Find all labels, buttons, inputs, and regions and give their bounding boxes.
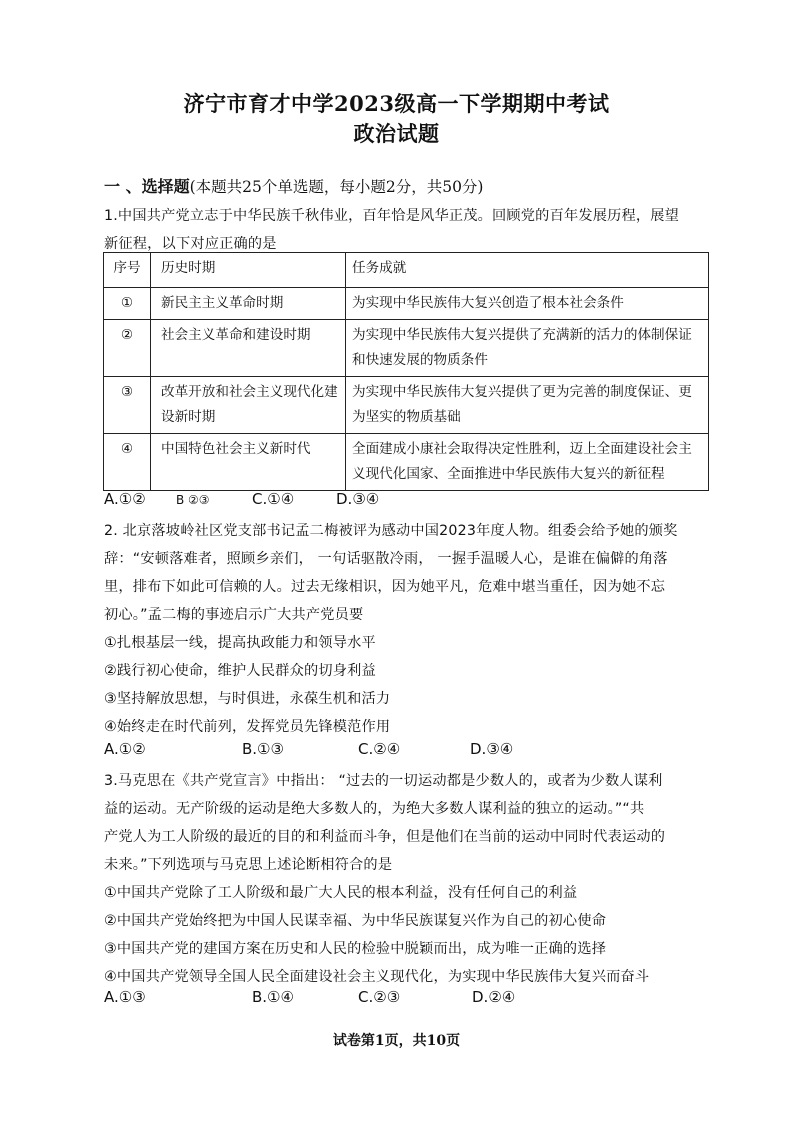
q3-choice: ②中国共产党始终把为中国人民谋幸福、为中华民族谋复兴作为自己的初心使命 (104, 913, 607, 929)
option-d[interactable]: D.②④ (472, 988, 516, 1006)
row-achievement: 为实现中华民族伟大复兴提供了更为完善的制度保证、更为坚实的物质基础 (346, 377, 709, 434)
option-b[interactable]: B.①④ (252, 988, 294, 1006)
table-row (104, 288, 709, 320)
q3-options (104, 988, 515, 1006)
section-note: (本题共25个单选题，每小题2分，共50分) (189, 178, 484, 196)
row-achievement: 为实现中华民族伟大复兴提供了充满新的活力的体制保证和快速发展的物质条件 (346, 320, 709, 377)
q2-options (104, 740, 513, 758)
section-heading (104, 174, 483, 197)
page-number: 试卷第1页，共10页 (332, 1033, 461, 1049)
q2-line: 里，排布下如此可信赖的人。过去无缘相识，因为她平凡，危难中堪当重任，因为她不忘 (104, 579, 666, 595)
row-period: 新民主主义革命时期 (151, 288, 346, 320)
option-c[interactable]: C.②③ (358, 988, 401, 1006)
exam-subject: 政治试题 (353, 121, 440, 146)
history-table (103, 252, 709, 491)
q3-line: 3.马克思在《共产党宣言》中指出： “过去的一切运动都是少数人的，或者为少数人谋利 (104, 773, 663, 789)
q2-line: 辞：“安顿落难者，照顾乡亲们， 一句话驱散冷雨， 一握手温暖人心，是谁在偏僻的角落 (104, 551, 668, 567)
q3-choice: ①中国共产党除了工人阶级和最广大人民的根本利益，没有任何自己的利益 (104, 885, 578, 901)
q3-line: 益的运动。无产阶级的运动是绝大多数人的，为绝大多数人谋利益的独立的运动。”“共 (104, 801, 645, 817)
row-number: ② (104, 320, 151, 377)
option-a[interactable]: A.①② (104, 490, 146, 508)
q1-stem-line: 新征程，以下对应正确的是 (104, 236, 277, 252)
option-b[interactable]: B.①③ (242, 740, 284, 758)
row-period: 改革开放和社会主义现代化建设新时期 (151, 377, 346, 434)
q2-choice: ③坚持解放思想，与时俱进，永葆生机和活力 (104, 691, 391, 707)
option-d[interactable]: D.③④ (336, 490, 380, 508)
q3-line: 产党人为工人阶级的最近的目的和利益而斗争，但是他们在当前的运动中同时代表运动的 (104, 829, 666, 845)
q3-choice: ③中国共产党的建国方案在历史和人民的检验中脱颖而出，成为唯一正确的选择 (104, 941, 607, 957)
row-period: 中国特色社会主义新时代 (151, 434, 346, 491)
q3-line: 未来。”下列选项与马克思上述论断相符合的是 (104, 857, 393, 873)
q1-options (104, 490, 379, 508)
table-header: 序号 (104, 253, 151, 288)
option-c[interactable]: C.①④ (252, 490, 295, 508)
q2-choice: ④始终走在时代前列，发挥党员先锋模范作用 (104, 719, 391, 735)
q2-choice: ①扎根基层一线，提高执政能力和领导水平 (104, 635, 376, 651)
table-header: 任务成就 (346, 253, 709, 288)
table-row (104, 320, 709, 377)
option-a[interactable]: A.①③ (104, 988, 146, 1006)
option-a[interactable]: A.①② (104, 740, 146, 758)
q2-line: 初心。”孟二梅的事迹启示广大共产党员要 (104, 607, 364, 623)
row-number: ③ (104, 377, 151, 434)
row-number: ④ (104, 434, 151, 491)
table-header-row (104, 253, 709, 288)
table-row (104, 377, 709, 434)
row-number: ① (104, 288, 151, 320)
section-title: 一 、选择题 (104, 177, 190, 196)
q2-choice: ②践行初心使命，维护人民群众的切身利益 (104, 663, 376, 679)
table-row (104, 434, 709, 491)
table-header: 历史时期 (151, 253, 346, 288)
option-c[interactable]: C.②④ (358, 740, 401, 758)
row-period: 社会主义革命和建设时期 (151, 320, 346, 377)
q2-line: 2. 北京落坡岭社区党支部书记孟二梅被评为感动中国2023年度人物。组委会给予她的颁奖 (104, 523, 678, 539)
q1-stem-line: 1.中国共产党立志于中华民族千秋伟业，百年恰是风华正茂。回顾党的百年发展历程，展望 (104, 208, 680, 224)
option-b[interactable]: B ②③ (176, 493, 210, 507)
row-achievement: 为实现中华民族伟大复兴创造了根本社会条件 (346, 288, 709, 320)
row-achievement: 全面建成小康社会取得决定性胜利，迈上全面建设社会主义现代化国家、全面推进中华民族伟大复兴的新征程 (346, 434, 709, 491)
q3-choice: ④中国共产党领导全国人民全面建设社会主义现代化，为实现中华民族伟大复兴而奋斗 (104, 969, 650, 985)
exam-title: 济宁市育才中学2023级高一下学期期中考试 (183, 91, 610, 116)
option-d[interactable]: D.③④ (470, 740, 514, 758)
